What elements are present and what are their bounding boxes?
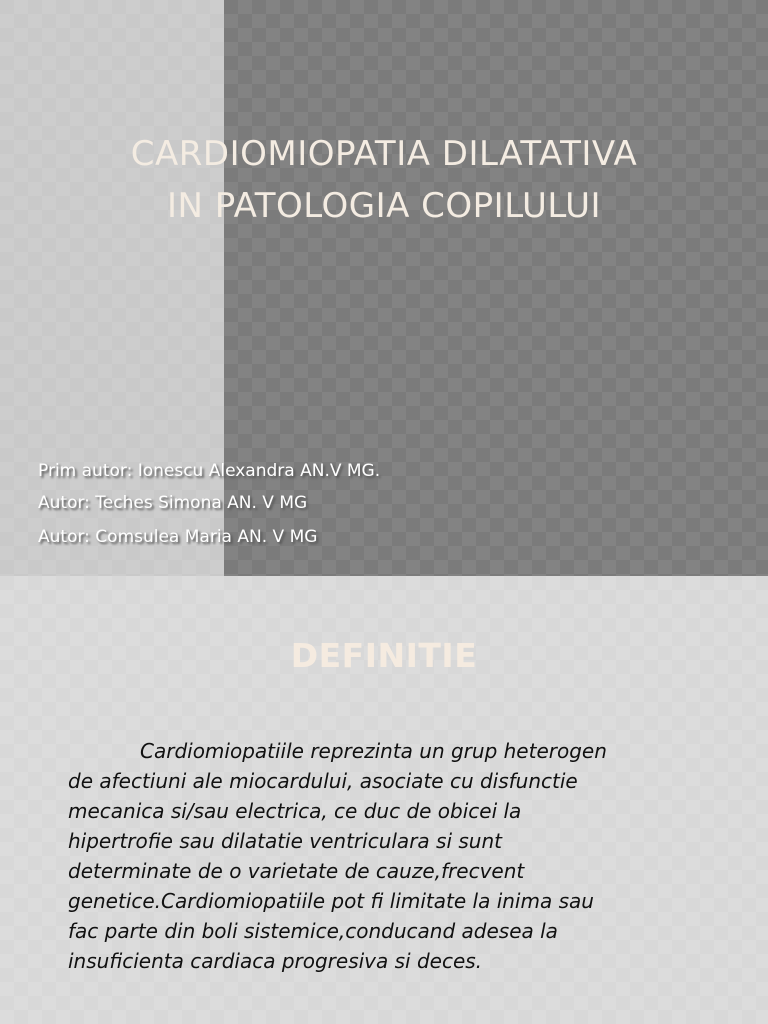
author-line-2: Autor: Teches Simona AN. V MG <box>38 493 308 513</box>
paragraph-line-7: fac parte din boli sistemice,conducand adesea la <box>68 919 558 943</box>
paragraph-line-3: mecanica si/sau electrica, ce duc de obicei la <box>68 799 522 823</box>
paragraph-line-8: insuficienta cardiaca progresiva si deces. <box>68 949 483 973</box>
slide-title <box>0 128 768 232</box>
slide-title-line-2: IN PATOLOGIA COPILULUI <box>166 186 601 226</box>
author-line-1: Prim autor: Ionescu Alexandra AN.V MG. <box>38 461 381 481</box>
author-list <box>38 456 380 554</box>
slide-title-line-1: CARDIOMIOPATIA DILATATIVA <box>130 134 638 174</box>
definition-paragraph <box>68 736 718 976</box>
paragraph-line-5: determinate de o varietate de cauze,frecvent <box>68 859 525 883</box>
paragraph-line-2: de afectiuni ale miocardului, asociate cu disfunctie <box>68 769 578 793</box>
definition-slide <box>0 576 768 1024</box>
paragraph-line-4: hipertrofie sau dilatatie ventriculara si sunt <box>68 829 502 853</box>
paragraph-line-1: Cardiomiopatiile reprezinta un grup heterogen <box>140 739 607 763</box>
section-heading: DEFINITIE <box>290 636 478 675</box>
paragraph-line-6: genetice.Cardiomiopatiile pot fi limitate la inima sau <box>68 889 594 913</box>
author-line-3: Autor: Comsulea Maria AN. V MG <box>38 527 318 547</box>
